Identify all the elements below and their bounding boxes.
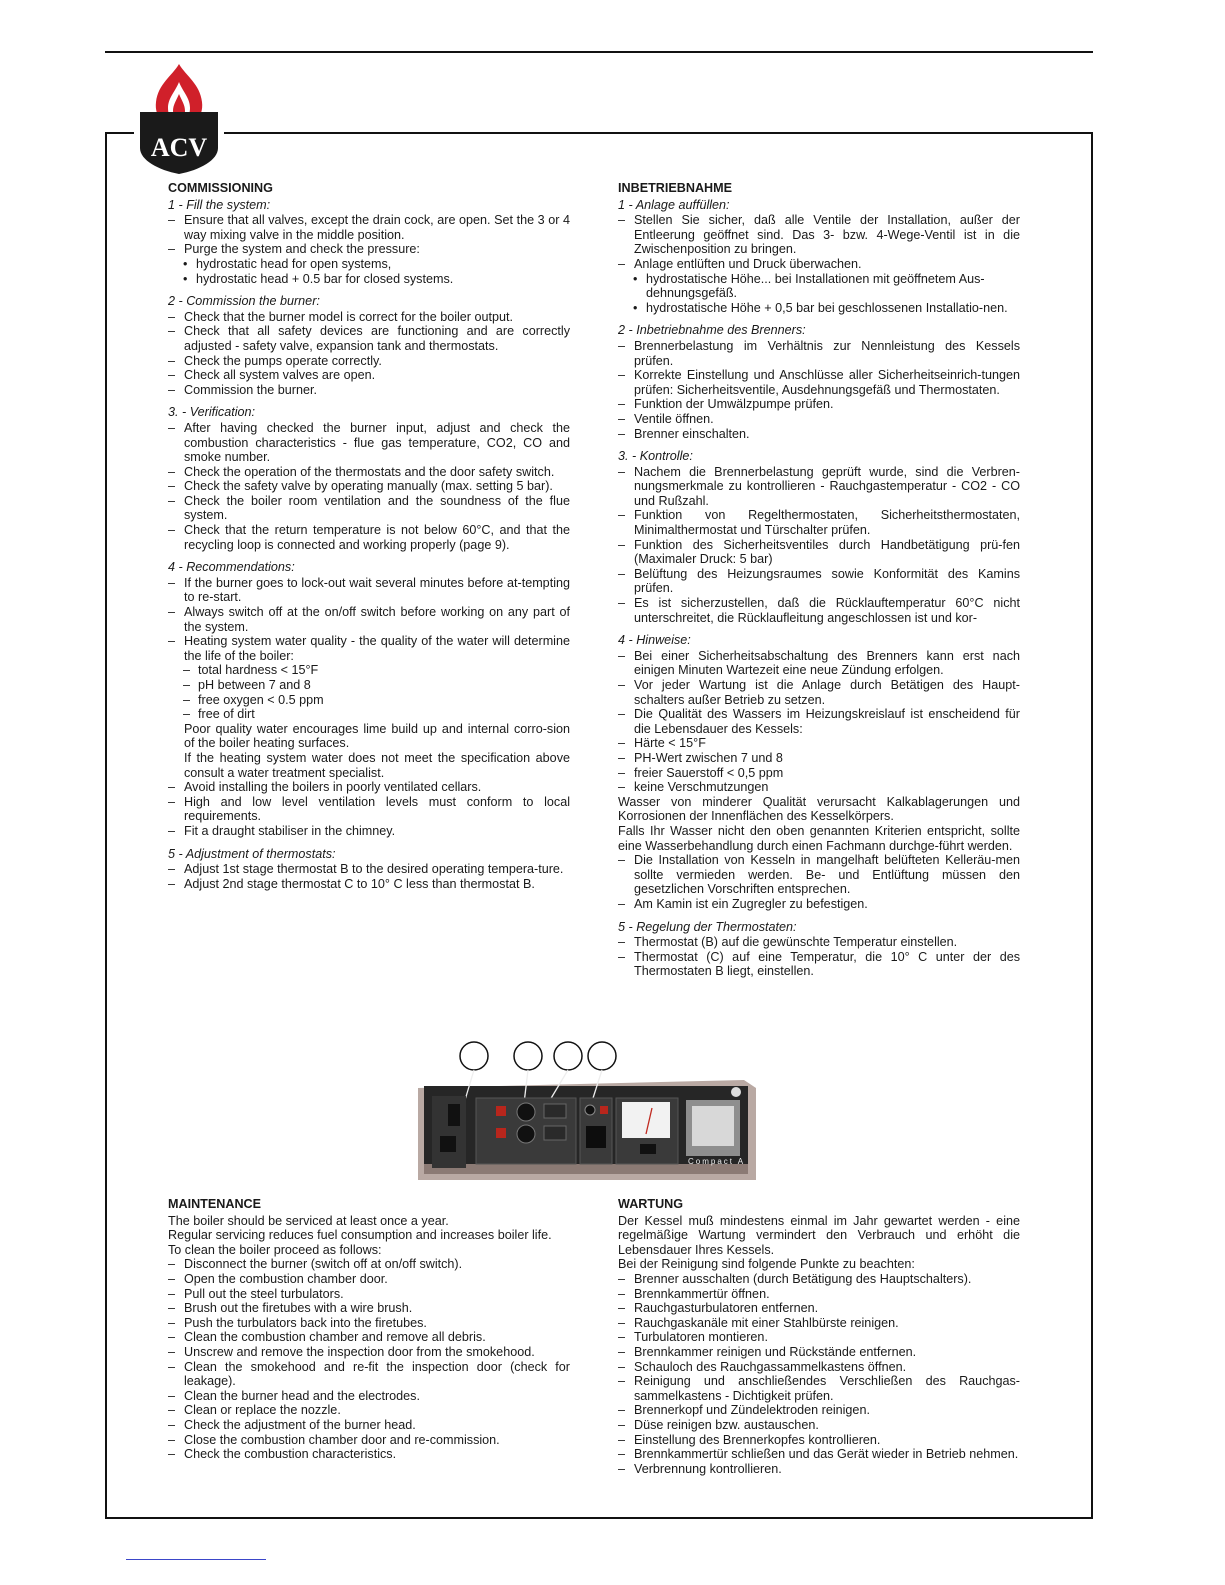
list-item: – Rauchgasturbulatoren entfernen. <box>618 1301 1020 1316</box>
water-spec-item: – free oxygen < 0.5 ppm <box>168 693 570 708</box>
maintenance-section <box>168 1197 570 1462</box>
acv-logo <box>134 62 224 174</box>
list-item: – Unscrew and remove the inspection door from the smokehood. <box>168 1345 570 1360</box>
list-item: – Adjust 1st stage thermostat B to the desired operating tempera-ture. <box>168 862 570 877</box>
list-item: – Es ist sicherzustellen, daß die Rücklauftemperatur 60°C nicht unterschreitet, die Rücklaufleitung angeschlossen ist und kor- <box>618 596 1020 625</box>
list-item: – Vor jeder Wartung ist die Anlage durch Betätigen des Haupt-schalters außer Betrieb zu setzen. <box>618 678 1020 707</box>
list-item: – Check that the return temperature is not below 60°C, and that the recycling loop is connected and working properly (page 9). <box>168 523 570 552</box>
list-item: – Brush out the firetubes with a wire brush. <box>168 1301 570 1316</box>
thermostaten-heading: 5 - Regelung der Thermostaten: <box>618 919 797 934</box>
paragraph: If the heating system water does not meet the specification above consult a water treatment specialist. <box>184 750 570 780</box>
paragraph: Bei der Reinigung sind folgende Punkte zu beachten: <box>618 1257 915 1272</box>
list-item: – Härte < 15°F <box>618 736 1020 751</box>
list-item: – Avoid installing the boilers in poorly ventilated cellars. <box>168 780 570 795</box>
list-item: – Stellen Sie sicher, daß alle Ventile der Installation, außer der Entleerung geöffnet sind. Das 3- bzw. 4-Wege-Ventil ist in die Zwischenposition zu bringen. <box>618 213 1020 257</box>
bullet-item: • hydrostatische Höhe + 0,5 bar bei geschlossenen Installatio-nen. <box>618 301 1020 316</box>
list-item: – Check the boiler room ventilation and the soundness of the flue system. <box>168 494 570 523</box>
list-item: – Fit a draught stabiliser in the chimney. <box>168 824 570 839</box>
panel-model-label: Compact A <box>688 1157 746 1166</box>
wartung-heading: WARTUNG <box>618 1197 684 1211</box>
list-item: – Check the adjustment of the burner head. <box>168 1418 570 1433</box>
water-spec-item: – total hardness < 15°F <box>168 663 570 678</box>
list-item: – Am Kamin ist ein Zugregler zu befestigen. <box>618 897 1020 912</box>
water-spec-item: – free of dirt <box>168 707 570 722</box>
list-item: – Ventile öffnen. <box>618 412 1020 427</box>
maintenance-heading: MAINTENANCE <box>168 1197 262 1211</box>
verification-heading: 3. - Verification: <box>168 405 256 420</box>
list-item: – Brennkammer reinigen und Rückstände entfernen. <box>618 1345 1020 1360</box>
commissioning-section <box>168 181 570 891</box>
list-item: – Brennerbelastung im Verhältnis zur Nennleistung des Kessels prüfen. <box>618 339 1020 368</box>
paragraph: Poor quality water encourages lime build up and internal corro-sion of the boiler heating surfaces. <box>184 721 570 751</box>
list-item: – Brennerkopf und Zündelektroden reinigen. <box>618 1403 1020 1418</box>
list-item: – Thermostat (C) auf eine Temperatur, die 10° C unter der des Thermostaten B liegt, einstellen. <box>618 950 1020 979</box>
paragraph: Falls Ihr Wasser nicht den oben genannten Kriterien entspricht, sollte eine Wasserbehandlung durch einen Fachmann durchge-führt werden. <box>618 823 1020 853</box>
list-item: – Adjust 2nd stage thermostat C to 10° C less than thermostat B. <box>168 877 570 892</box>
list-item: – Turbulatoren montieren. <box>618 1330 1020 1345</box>
water-spec-item: – pH between 7 and 8 <box>168 678 570 693</box>
list-item: – Brennkammertür schließen und das Gerät wieder in Betrieb nehmen. <box>618 1447 1020 1462</box>
list-item: – Schauloch des Rauchgassammelkastens öffnen. <box>618 1360 1020 1375</box>
paragraph: The boiler should be serviced at least once a year. <box>168 1213 449 1228</box>
list-item: – Thermostat (B) auf die gewünschte Temperatur einstellen. <box>618 935 1020 950</box>
inbetriebnahme-heading: INBETRIEBNAHME <box>618 181 733 195</box>
list-item: – Push the turbulators back into the firetubes. <box>168 1316 570 1331</box>
list-item: – Check that all safety devices are functioning and are correctly adjusted - safety valve, expansion tank and thermostats. <box>168 324 570 353</box>
list-item: – Brenner ausschalten (durch Betätigung des Hauptschalters). <box>618 1272 1020 1287</box>
control-panel-illustration <box>418 1040 758 1180</box>
list-item: – Check the combustion characteristics. <box>168 1447 570 1462</box>
list-item: – Anlage entlüften und Druck überwachen. <box>618 257 1020 272</box>
list-item: – Heating system water quality - the quality of the water will determine the life of the boiler: <box>168 634 570 663</box>
list-item: – Disconnect the burner (switch off at on/off switch). <box>168 1257 570 1272</box>
list-item: – After having checked the burner input, adjust and check the combustion characteristics - flue gas temperature, CO2, CO and smoke number. <box>168 421 570 465</box>
list-item: – Clean the smokehood and re-fit the inspection door (check for leakage). <box>168 1360 570 1389</box>
thermostat-adjustment-heading: 5 - Adjustment of thermostats: <box>168 846 336 861</box>
list-item: – Ensure that all valves, except the drain cock, are open. Set the 3 or 4 way mixing valve in the middle position. <box>168 213 570 242</box>
fill-system-heading: 1 - Fill the system: <box>168 197 271 212</box>
list-item: – Commission the burner. <box>168 383 570 398</box>
list-item: – Clean the burner head and the electrodes. <box>168 1389 570 1404</box>
list-item: – Check all system valves are open. <box>168 368 570 383</box>
list-item: – Reinigung und anschließendes Verschließen des Rauchgas-sammelkastens - Dichtigkeit prüfen. <box>618 1374 1020 1403</box>
hinweise-heading: 4 - Hinweise: <box>618 633 691 648</box>
list-item: – Pull out the steel turbulators. <box>168 1287 570 1302</box>
list-item: – Die Qualität des Wassers im Heizungskreislauf ist enscheidend für die Lebensdauer des Kessels: <box>618 707 1020 736</box>
list-item: – Always switch off at the on/off switch before working on any part of the system. <box>168 605 570 634</box>
list-item: – freier Sauerstoff < 0,5 ppm <box>618 766 1020 781</box>
list-item: – Open the combustion chamber door. <box>168 1272 570 1287</box>
list-item: – Funktion von Regelthermostaten, Sicherheitsthermostaten, Minimalthermostat und Türschalter prüfen. <box>618 508 1020 537</box>
list-item: – Brennkammertür öffnen. <box>618 1287 1020 1302</box>
bullet-item: • hydrostatische Höhe... bei Installationen mit geöffnetem Aus-dehnungsgefäß. <box>618 272 1020 301</box>
brenner-heading: 2 - Inbetriebnahme des Brenners: <box>618 323 806 338</box>
list-item: – Check the pumps operate correctly. <box>168 354 570 369</box>
list-item: – Brenner einschalten. <box>618 427 1020 442</box>
list-item: – High and low level ventilation levels must conform to local requirements. <box>168 795 570 824</box>
list-item: – Clean the combustion chamber and remove all debris. <box>168 1330 570 1345</box>
list-item: – Bei einer Sicherheitsabschaltung des Brenners kann erst nach einigen Minuten Wartezeit eine neue Zündung erfolgen. <box>618 649 1020 678</box>
bullet-item: • hydrostatic head for open systems, <box>168 257 570 272</box>
list-item: – PH-Wert zwischen 7 und 8 <box>618 751 1020 766</box>
paragraph: To clean the boiler proceed as follows: <box>168 1242 382 1257</box>
anlage-auffuellen-heading: 1 - Anlage auffüllen: <box>618 197 730 212</box>
list-item: – Purge the system and check the pressure: <box>168 242 570 257</box>
list-item: – Korrekte Einstellung und Anschlüsse aller Sicherheitseinrich-tungen prüfen: Sicherheitsventile, Ausdehnungsgefäß und Thermostaten. <box>618 368 1020 397</box>
list-item: – Düse reinigen bzw. austauschen. <box>618 1418 1020 1433</box>
list-item: – Belüftung des Heizungsraumes sowie Konformität des Kamins prüfen. <box>618 567 1020 596</box>
list-item: – Check that the burner model is correct for the boiler output. <box>168 310 570 325</box>
list-item: – Rauchgaskanäle mit einer Stahlbürste reinigen. <box>618 1316 1020 1331</box>
list-item: – Nachem die Brennerbelastung geprüft wurde, sind die Verbren-nungsmerkmale zu kontrollieren - Rauchgastemperatur - CO2 - CO und Rußzahl. <box>618 465 1020 509</box>
acv-flame-icon <box>134 62 224 174</box>
bullet-item: • hydrostatic head + 0.5 bar for closed systems. <box>168 272 570 287</box>
list-item: – Check the safety valve by operating manually (max. setting 5 bar). <box>168 479 570 494</box>
acv-logo-text: ACV <box>150 133 208 162</box>
list-item: – If the burner goes to lock-out wait several minutes before at-tempting to re-start. <box>168 576 570 605</box>
kontrolle-heading: 3. - Kontrolle: <box>618 449 693 464</box>
list-item: – Funktion des Sicherheitsventiles durch Handbetätigung prü-fen (Maximaler Druck: 5 bar) <box>618 538 1020 567</box>
top-rule <box>105 51 1093 53</box>
list-item: – Verbrennung kontrollieren. <box>618 1462 1020 1477</box>
list-item: – Check the operation of the thermostats and the door safety switch. <box>168 465 570 480</box>
list-item: – Funktion der Umwälzpumpe prüfen. <box>618 397 1020 412</box>
control-panel-drawing <box>418 1040 758 1180</box>
list-item: – Die Installation von Kesseln in mangelhaft belüfteten Kelleräu-men sollte vermieden werden. Be- und Entlüftung müssen den gesetzlichen Vorschriften entsprechen. <box>618 853 1020 897</box>
paragraph: Der Kessel muß mindestens einmal im Jahr gewartet werden - eine regelmäßige Wartung vermindert den Verbrauch und erhöht die Lebensdauer Ihres Kessels. <box>618 1213 1020 1257</box>
inbetriebnahme-section <box>618 181 1020 979</box>
wartung-section <box>618 1197 1020 1476</box>
list-item: – Clean or replace the nozzle. <box>168 1403 570 1418</box>
recommendations-heading: 4 - Recommendations: <box>168 560 295 575</box>
list-item: – keine Verschmutzungen <box>618 780 1020 795</box>
bottom-link-underline <box>126 1559 266 1560</box>
paragraph: Regular servicing reduces fuel consumption and increases boiler life. <box>168 1228 552 1243</box>
list-item: – Close the combustion chamber door and re-commission. <box>168 1433 570 1448</box>
list-item: – Einstellung des Brennerkopfes kontrollieren. <box>618 1433 1020 1448</box>
commissioning-heading: COMMISSIONING <box>168 181 273 195</box>
paragraph: Wasser von minderer Qualität verursacht Kalkablagerungen und Korrosionen der Innenflächen des Kesselkörpers. <box>618 794 1020 824</box>
commission-burner-heading: 2 - Commission the burner: <box>168 294 320 309</box>
